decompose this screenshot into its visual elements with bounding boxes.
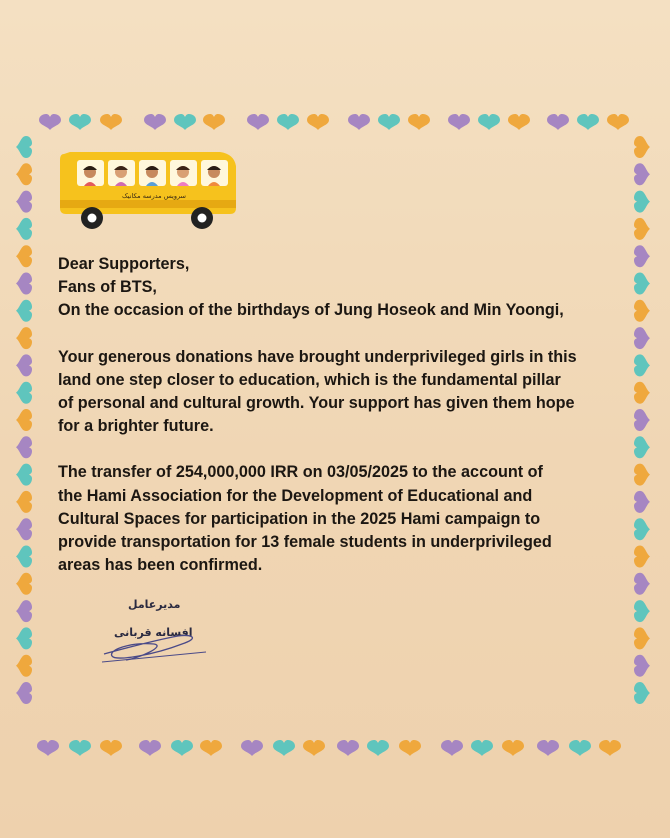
heart-icon — [16, 136, 32, 158]
heart-icon — [508, 114, 530, 130]
heart-icon — [634, 627, 650, 649]
heart-icon — [478, 114, 500, 130]
heart-icon — [69, 740, 91, 756]
heart-icon — [16, 573, 32, 595]
heart-icon — [607, 114, 629, 130]
heart-icon — [16, 273, 32, 295]
heart-icon — [408, 114, 430, 130]
heart-icon — [441, 740, 463, 756]
heart-icon — [634, 163, 650, 185]
heart-icon — [16, 163, 32, 185]
paragraph-line: for a brighter future. — [58, 417, 214, 436]
heart-icon — [277, 114, 299, 130]
paragraph-line: provide transportation for 13 female students in underprivileged — [58, 533, 552, 552]
heart-icon — [378, 114, 400, 130]
heart-icon — [348, 114, 370, 130]
greeting — [58, 253, 638, 323]
heart-icon — [577, 114, 599, 130]
paragraph-donations — [58, 346, 638, 439]
heart-icon — [471, 740, 493, 756]
heart-icon — [16, 464, 32, 486]
heart-icon — [634, 218, 650, 240]
bus-caption: سرویس مدرسه مکانیک — [121, 192, 187, 200]
paragraph-transfer — [58, 461, 638, 577]
heart-icon — [634, 682, 650, 704]
paragraph-line: Cultural Spaces for participation in the 2025 Hami campaign to — [58, 509, 541, 528]
heart-icon — [599, 740, 621, 756]
paragraph-line: the Hami Association for the Development of Educational and — [58, 486, 533, 505]
heart-icon — [537, 740, 559, 756]
heart-icon — [247, 114, 269, 130]
letter-body — [58, 253, 638, 577]
heart-icon — [16, 627, 32, 649]
heart-icon — [634, 600, 650, 622]
heart-icon — [241, 740, 263, 756]
heart-icon — [39, 114, 61, 130]
heart-icon — [16, 327, 32, 349]
heart-icon — [448, 114, 470, 130]
heart-icon — [16, 491, 32, 513]
paragraph-line: of personal and cultural growth. Your support has given them hope — [58, 394, 575, 413]
heart-icon — [16, 382, 32, 404]
heart-icon — [634, 191, 650, 213]
paragraph-line: The transfer of 254,000,000 IRR on 03/05/2025 to the account of — [58, 463, 543, 482]
heart-icon — [16, 191, 32, 213]
school-bus-icon — [50, 146, 240, 236]
heart-icon — [16, 245, 32, 267]
heart-icon — [174, 114, 196, 130]
signature-block — [96, 598, 216, 672]
heart-icon — [16, 518, 32, 540]
greeting-line: On the occasion of the birthdays of Jung Hoseok and Min Yoongi, — [58, 301, 564, 320]
heart-icon — [16, 300, 32, 322]
heart-icon — [200, 740, 222, 756]
heart-icon — [16, 409, 32, 431]
paragraph-line: land one step closer to education, which is the fundamental pillar — [58, 370, 561, 389]
heart-icon — [16, 655, 32, 677]
paragraph-line: Your generous donations have brought underprivileged girls in this — [58, 347, 577, 366]
heart-icon — [273, 740, 295, 756]
heart-icon — [16, 682, 32, 704]
heart-icon — [337, 740, 359, 756]
greeting-line: Fans of BTS, — [58, 278, 157, 297]
heart-icon — [502, 740, 524, 756]
heart-icon — [399, 740, 421, 756]
heart-icon — [171, 740, 193, 756]
heart-icon — [16, 218, 32, 240]
heart-icon — [547, 114, 569, 130]
signature-name: افسانه قربانی — [114, 626, 193, 639]
greeting-line: Dear Supporters, — [58, 255, 190, 273]
heart-icon — [634, 136, 650, 158]
heart-icon — [16, 600, 32, 622]
heart-icon — [69, 114, 91, 130]
heart-icon — [367, 740, 389, 756]
heart-icon — [100, 740, 122, 756]
heart-icon — [144, 114, 166, 130]
heart-icon — [16, 546, 32, 568]
heart-icon — [634, 655, 650, 677]
heart-icon — [139, 740, 161, 756]
paragraph-line: areas has been confirmed. — [58, 556, 263, 575]
heart-icon — [100, 114, 122, 130]
heart-icon — [303, 740, 325, 756]
heart-icon — [37, 740, 59, 756]
heart-icon — [307, 114, 329, 130]
signature-title: مدیرعامل — [128, 598, 181, 611]
heart-icon — [203, 114, 225, 130]
heart-icon — [16, 354, 32, 376]
heart-icon — [569, 740, 591, 756]
signature-scribble — [96, 612, 216, 672]
heart-icon — [16, 436, 32, 458]
